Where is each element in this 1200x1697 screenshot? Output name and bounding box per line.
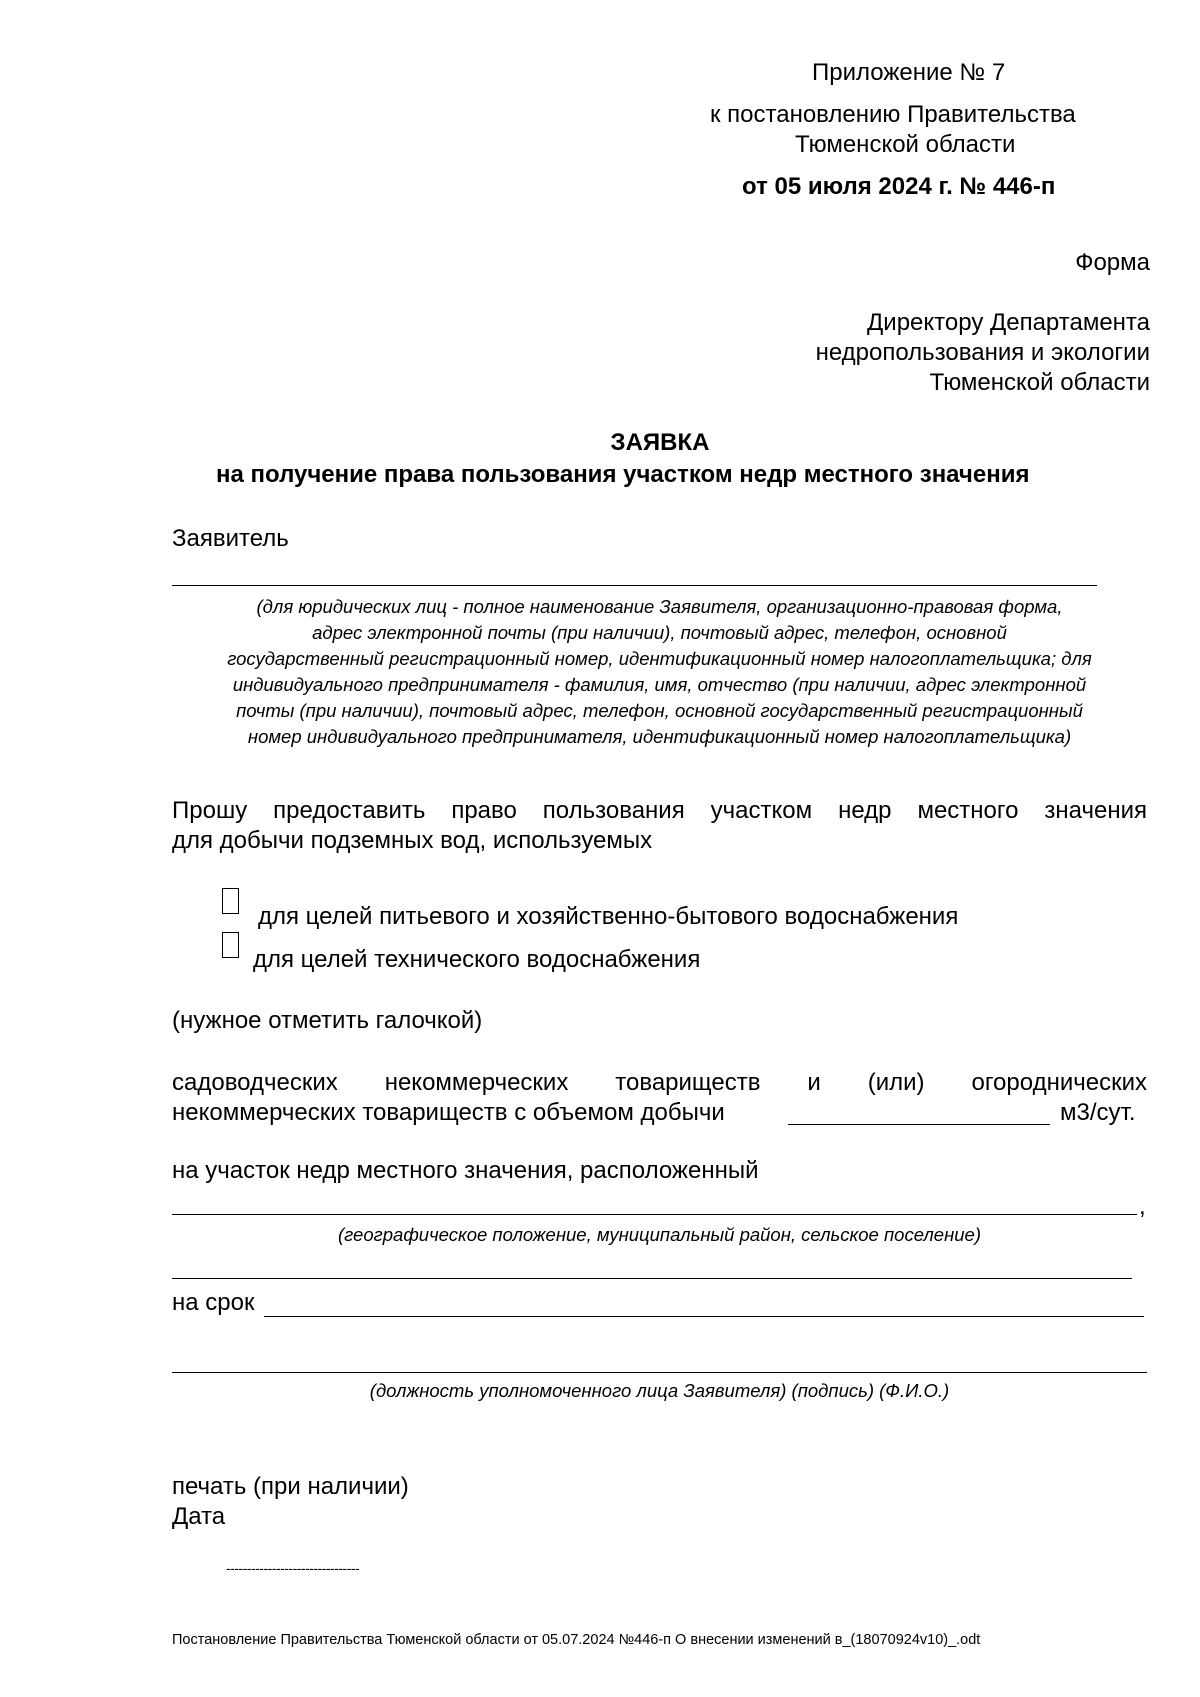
applicant-hint-line: номер индивидуального предпринимателя, идентификационный номер налогоплательщика) [247, 726, 1072, 747]
term-field-line[interactable] [264, 1316, 1144, 1317]
addressee-line3: Тюменской области [929, 369, 1150, 396]
resolution-ref-line2: Тюменской области [795, 131, 1016, 158]
resolution-ref-line1: к постановлению Правительства [710, 101, 1076, 128]
drinking-water-checkbox[interactable] [222, 888, 239, 914]
footer-file-reference: Постановление Правительства Тюменской области от 05.07.2024 №446-п О внесении изменений в_(18070924v10)_.odt [172, 1632, 981, 1648]
applicant-hint-line: индивидуального предпринимателя - фамилия, имя, отчество (при наличии, адрес электронной [232, 674, 1087, 695]
request-line1: Прошу предоставить право пользования участком недр местного значения [172, 797, 1147, 824]
volume-line2-text: некоммерческих товариществ с объемом добычи [172, 1099, 725, 1126]
signature-hint: (должность уполномоченного лица Заявителя) (подпись) (Ф.И.О.) [369, 1380, 950, 1401]
document-subtitle: на получение права пользования участком недр местного значения [216, 461, 1030, 488]
applicant-hint-line: (для юридических лиц - полное наименование Заявителя, организационно-правовая форма, [256, 596, 1063, 617]
request-line2: для добычи подземных вод, используемых [172, 827, 653, 854]
addressee-line1: Директору Департамента [867, 309, 1150, 336]
document-title: ЗАЯВКА [610, 429, 710, 456]
volume-unit: м3/сут. [1060, 1099, 1136, 1126]
applicant-field-line[interactable] [172, 585, 1097, 586]
signature-field-line[interactable] [172, 1372, 1147, 1373]
volume-field-line[interactable] [788, 1124, 1050, 1125]
resolution-date: от 05 июля 2024 г. № 446-п [742, 173, 1056, 200]
applicant-label: Заявитель [172, 525, 289, 552]
mark-note: (нужное отметить галочкой) [172, 1007, 483, 1034]
technical-water-checkbox[interactable] [222, 932, 239, 958]
technical-water-option-label: для целей технического водоснабжения [253, 946, 701, 973]
location-comma: , [1139, 1193, 1146, 1220]
applicant-hint [172, 594, 1147, 750]
drinking-water-option-label: для целей питьевого и хозяйственно-бытового водоснабжения [258, 903, 959, 930]
volume-line1: садоводческих некоммерческих товариществ и (или) огороднических [172, 1069, 1147, 1096]
applicant-hint-line: государственный регистрационный номер, идентификационный номер налогоплательщика; для [227, 648, 1092, 669]
appendix-number: Приложение № 7 [812, 59, 1006, 86]
location-label: на участок недр местного значения, расположенный [172, 1157, 759, 1184]
date-label: Дата [172, 1503, 226, 1530]
term-label: на срок [172, 1289, 255, 1316]
location-field-line[interactable] [172, 1214, 1137, 1215]
location-hint: (географическое положение, муниципальный район, сельское поселение) [337, 1224, 982, 1245]
footnote-separator: -------------------------------- [226, 1560, 360, 1576]
volume-line2 [172, 1098, 725, 1128]
applicant-hint-line: адрес электронной почты (при наличии), почтовый адрес, телефон, основной [312, 622, 1007, 643]
applicant-hint-line: почты (при наличии), почтовый адрес, телефон, основной государственный регистрационный [236, 700, 1083, 721]
addressee-line2: недропользования и экологии [815, 339, 1150, 366]
seal-label: печать (при наличии) [172, 1473, 409, 1500]
form-label: Форма [1075, 249, 1150, 276]
location-field-line-2[interactable] [172, 1278, 1132, 1279]
